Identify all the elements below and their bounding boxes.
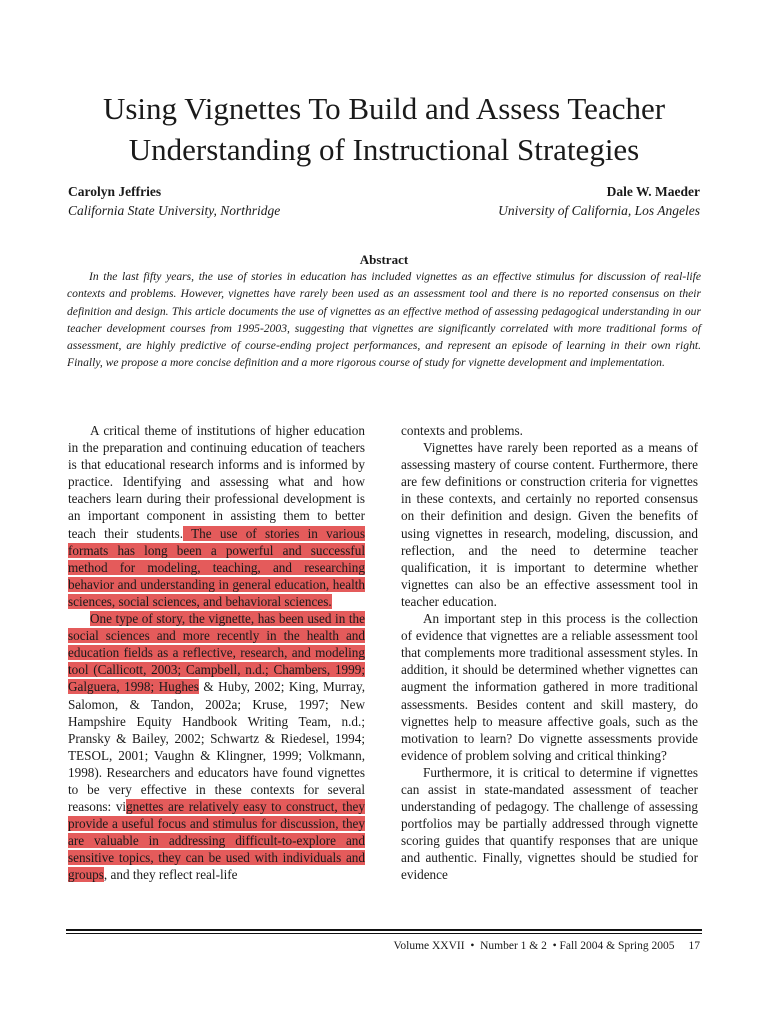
paragraph-text: , and they reflect real-life	[103, 867, 238, 883]
paragraph: An important step in this process is the collection of evidence that vignettes are a reliable assessment tool that complements more traditional assessment styles. In addition, it should be determined whether vignettes can augment the information gathered in more traditional assessments. Besides content and skill mastery, do vignettes help to measure affective goals, such as the motivation to learn? Do vignette assessments provide evidence of problem solving and critical thinking?	[401, 611, 698, 763]
highlighted-text: One type of story, the vignette, has been used in the social sciences and more recently in the health and education fields as a reflective, research, and modeling tool (Callicott, 2003; Campbell, n.d.; Chambers, 1999; Galguera, 1998; Hughes	[68, 611, 365, 695]
author-block-left	[68, 182, 280, 220]
page-footer	[394, 940, 700, 952]
abstract-text: In the last fifty years, the use of stories in education has included vignettes as an effective stimulus for discussion of real-life contexts and problems. However, vignettes have rarely been used as an assessment tool and there is no reported consensus on their definition and design. This article documents the use of vignettes as an effective method of assessing pedagogical understanding in our teacher development courses from 1995-2003, suggesting that vignettes are significantly correlated with more traditional forms of assessment, are highly predictive of course-ending project performances, and represent an episode of learning in their own right. Finally, we propose a more concise definition and a more rigorous course of study for vignette development and implementation.	[67, 270, 701, 370]
highlighted-text: The use of stories in various formats has long been a powerful and successful method for modeling, teaching, and researching behavior and understanding in general education, health sciences, social sciences, and behavioral sciences.	[68, 525, 365, 609]
paragraph: contexts and problems.	[401, 423, 523, 438]
paragraph-text: & Huby, 2002; King, Murray, Salomon, & Tandon, 2002a; Kruse, 1997; New Hampshire Equity Handbook Writing Team, n.d.; Pransky & Bailey, 2002; Schwartz & Riedesel, 1994; TESOL, 2001; Vaughn & Klingner, 1999; Volkmann, 1998). Researchers and educators have found vignettes to be very effective in these contexts for several reasons: vi	[68, 679, 366, 815]
paragraph-text: A critical theme of institutions of higher education in the preparation and continuing education of teachers is that educational research informs and is informed by practice. Identifying and assessing what and how teachers learn during their professional development is an important component in assisting them to better teach their students.	[68, 423, 365, 541]
paper-title: Using Vignettes To Build and Assess Teacher Understanding of Instructional Strategies	[102, 91, 666, 167]
body-column-left	[68, 422, 365, 884]
footer-rule-thin	[66, 933, 702, 934]
paragraph: Vignettes have rarely been reported as a means of assessing mastery of course content. Furthermore, there are few definitions or construction criteria for vignettes in these contexts, and certainly no reported consensus on their definition and design. Given the benefits of using vignettes in research, modeling, discussion, and reflection, and the need to determine teacher qualification, it is important to determine whether vignettes can also be an effective assessment tool in teacher education.	[401, 440, 698, 609]
abstract-heading: Abstract	[359, 252, 409, 267]
paragraph	[68, 422, 365, 610]
paragraph	[68, 610, 365, 884]
author-name: Dale W. Maeder	[606, 184, 700, 199]
author-affiliation: University of California, Los Angeles	[498, 203, 700, 218]
body-column-right	[401, 422, 698, 884]
page-number: 17	[688, 940, 700, 952]
paragraph: Furthermore, it is critical to determine if vignettes can assist in state-mandated assessment of teacher understanding of pedagogy. The challenge of assessing portfolios may be partially addressed through vignette scoring guides that quantify responses that are unique and authentic. Finally, vignettes should be studied for evidence	[401, 764, 698, 883]
footer-rule-thick	[66, 929, 702, 931]
issue-info: Volume XXVII • Number 1 & 2 • Fall 2004 & Spring 2005	[393, 940, 675, 952]
author-block-right	[498, 182, 700, 220]
highlighted-text: gnettes are relatively easy to construct, they provide a useful focus and stimulus for discussion, they are valuable in addressing difficult-to-explore and sensitive topics, they can be used with individuals and groups	[68, 799, 365, 883]
author-affiliation: California State University, Northridge	[68, 203, 281, 218]
author-name: Carolyn Jeffries	[68, 184, 162, 199]
